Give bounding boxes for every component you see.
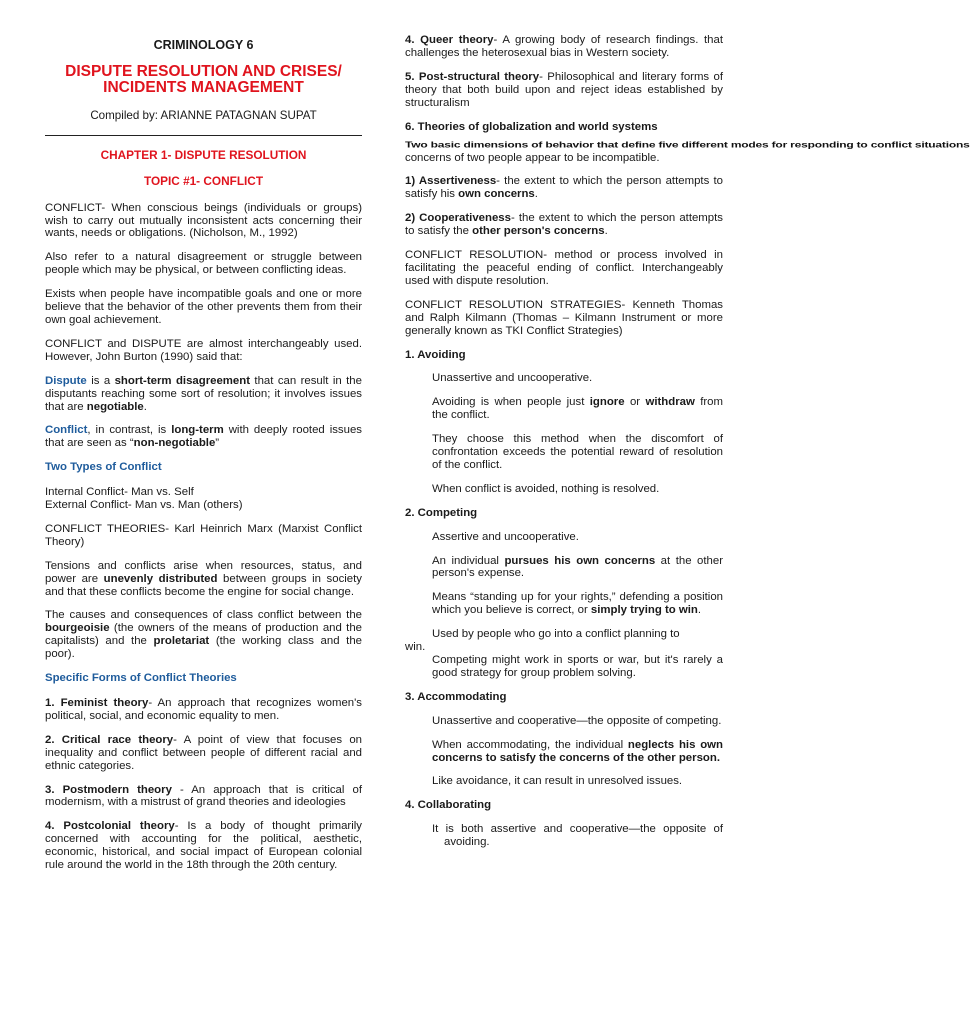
text-run: - the extent to which the person attempts to satisfy his <box>405 175 723 201</box>
burton-intro: CONFLICT and DISPUTE are almost interchangeably used. However, John Burton (1990) said that: <box>45 337 362 363</box>
bold-run: proletariat <box>153 635 210 648</box>
accommodating-p2 <box>432 739 723 765</box>
header-divider <box>45 135 362 136</box>
collaborating-heading: 4. Collaborating <box>405 799 492 812</box>
conflict-contrast-paragraph <box>45 424 362 450</box>
incompatible-concerns-line: concerns of two people appear to be incompatible. <box>405 152 660 165</box>
text-run: at the other person's expense. <box>432 554 723 580</box>
specific-forms-heading: Specific Forms of Conflict Theories <box>45 672 237 685</box>
dispute-paragraph <box>45 375 362 414</box>
theory-text: - Philosophical and literary forms of theory that both build upon and reject ideas established by structuralism <box>405 70 724 109</box>
text-run: or <box>624 396 646 409</box>
accommodating-heading: 3. Accommodating <box>405 690 507 703</box>
overlapped-text-block <box>405 140 970 167</box>
theory-title: 5. Post-structural theory <box>405 70 540 83</box>
assertiveness-item <box>405 175 723 201</box>
avoiding-p3: They choose this method when the discomfort of confrontation exceeds the potential reward of resolution of the conflict. <box>432 433 723 471</box>
text-run: When accommodating, the individual <box>432 738 628 751</box>
conflict-exists: Exists when people have incompatible goals and one or more believe that the behavior of the other prevents them from their own goal achievement. <box>45 288 362 326</box>
text-run: (the working class and the poor). <box>45 635 362 661</box>
course-code: CRIMINOLOGY 6 <box>153 38 254 52</box>
compiled-by: Compiled by: ARIANNE PATAGNAN SUPAT <box>90 108 317 122</box>
resolution-strategies: CONFLICT RESOLUTION STRATEGIES- Kenneth Thomas and Ralph Kilmann (Thomas – Kilmann Instrument or more generally known as TKI Conflict Strategies) <box>405 298 723 337</box>
competing-p1: Assertive and uncooperative. <box>432 530 579 543</box>
text-run: , in contrast, is <box>87 424 172 437</box>
theory-text: - An approach that is critical of modernism, with a mistrust of grand theories and ideologies <box>45 783 362 809</box>
text-run: An individual <box>432 554 505 567</box>
dispute-term: Dispute <box>45 374 87 387</box>
theory-item <box>405 34 723 60</box>
text-run: . <box>534 188 538 201</box>
text-run: Avoiding is when people just <box>432 396 590 409</box>
text-run: Tensions and conflicts arise when resources, status, and power are <box>45 559 362 585</box>
conflict-definition: CONFLICT- When conscious beings (individuals or groups) wish to carry out mutually inconsistent acts concerning their wants, needs or obligations. (Nicholson, M., 1992) <box>45 201 362 240</box>
text-run: ” <box>215 437 220 450</box>
internal-conflict: Internal Conflict- Man vs. Self <box>45 486 194 499</box>
text-run: Used by people who go into a conflict planning to <box>432 628 680 641</box>
text-run: with deeply rooted issues that are seen as “ <box>45 424 362 450</box>
two-types-heading: Two Types of Conflict <box>45 461 162 474</box>
theory-title: 4. Postcolonial theory <box>45 820 175 833</box>
right-column <box>405 34 970 860</box>
theory-item <box>45 784 362 810</box>
title-line-2: INCIDENTS MANAGEMENT <box>103 78 304 96</box>
accommodating-p1: Unassertive and cooperative—the opposite of competing. <box>432 714 722 727</box>
avoiding-heading: 1. Avoiding <box>405 348 466 361</box>
avoiding-p1: Unassertive and uncooperative. <box>432 372 593 385</box>
theory-title: 4. Queer theory <box>405 34 494 46</box>
theory-title: 2. Critical race theory <box>45 733 174 746</box>
text-run: . <box>697 604 702 617</box>
text-run: . <box>143 400 147 413</box>
text-run: between groups in society and that these conflicts become the engine for social change. <box>45 572 362 598</box>
competing-p3 <box>432 591 723 617</box>
avoiding-p4: When conflict is avoided, nothing is resolved. <box>432 482 660 495</box>
conflict-term: Conflict <box>45 424 88 437</box>
tensions-paragraph <box>45 560 362 599</box>
text-run: win. <box>405 641 426 654</box>
garbled-line: Two basic dimensions of behavior that define five different modes for responding to conflict situations <box>405 140 970 150</box>
bold-run: short-term disagreement <box>114 374 251 387</box>
text-run: - the extent to which the person attempts to satisfy the <box>405 212 723 238</box>
bold-run: long-term <box>171 424 224 437</box>
theory-item <box>405 71 723 110</box>
collaborating-p1: It is both assertive and cooperative—the opposite of avoiding. <box>432 823 723 849</box>
bold-run: ignore <box>589 396 625 409</box>
text-run: is a <box>86 374 115 387</box>
bold-run: pursues his own concerns <box>504 554 656 567</box>
text-run: The causes and consequences of class conflict between the <box>45 609 362 622</box>
title-line-1: DISPUTE RESOLUTION AND CRISES/ <box>65 62 342 80</box>
text-run: (the owners of the means of production and the capitalists) and the <box>45 622 362 648</box>
competing-p2 <box>432 555 723 581</box>
bold-run: withdraw <box>645 396 695 409</box>
text-run: from the conflict. <box>432 396 724 422</box>
cooperativeness-item <box>405 212 723 238</box>
bold-run: other person's concerns <box>472 225 605 238</box>
theory-item <box>45 820 362 872</box>
external-conflict: External Conflict- Man vs. Man (others) <box>45 499 243 512</box>
bold-run: simply trying to win <box>590 604 698 617</box>
competing-heading: 2. Competing <box>405 506 478 519</box>
dimension-title: 1) Assertiveness <box>405 175 497 188</box>
topic-heading: TOPIC #1- CONFLICT <box>143 173 264 188</box>
bold-run: negotiable <box>86 400 144 413</box>
document-title <box>45 64 362 96</box>
theory-text: - Is a body of thought primarily concerned with accounting for the political, aesthetic, economic, historical, and social impact of European colonial rule around the world in the 18th through the 20th century. <box>45 820 362 872</box>
conflict-theories: CONFLICT THEORIES- Karl Heinrich Marx (Marxist Conflict Theory) <box>45 522 362 548</box>
theory-title: 3. Postmodern theory <box>45 783 172 796</box>
theory-item <box>45 697 362 723</box>
conflict-resolution-def: CONFLICT RESOLUTION- method or process involved in facilitating the peaceful ending of conflict. Interchangeably used with dispute resolution. <box>405 249 723 287</box>
left-column <box>45 34 362 883</box>
theory-title: 1. Feminist theory <box>45 697 149 709</box>
theory-6-heading: 6. Theories of globalization and world systems <box>405 120 658 133</box>
bold-run: bourgeoisie <box>45 622 110 635</box>
competing-p4 <box>405 628 723 654</box>
chapter-heading: CHAPTER 1- DISPUTE RESOLUTION <box>100 147 307 162</box>
theory-text: - A growing body of research findings. that challenges the heterosexual bias in Western society. <box>405 34 724 59</box>
accommodating-p3: Like avoidance, it can result in unresolved issues. <box>432 775 683 788</box>
bold-run: own concerns <box>458 188 535 201</box>
conflict-also: Also refer to a natural disagreement or struggle between people which may be physical, or between conflicting ideas. <box>45 251 362 277</box>
bold-run: unevenly distributed <box>103 572 218 585</box>
text-run: . <box>604 225 608 238</box>
bold-run: neglects his own concerns to satisfy the concerns of the other person. <box>432 738 723 764</box>
text-run: that can result in the disputants reaching some sort of resolution; it involves issues that are <box>45 374 362 413</box>
causes-paragraph <box>45 609 362 661</box>
theory-text: - An approach that recognizes women's political, social, and economic equality to men. <box>45 697 362 722</box>
dimension-title: 2) Cooperativeness <box>405 212 511 225</box>
avoiding-p2 <box>432 396 723 422</box>
text-run: Means “standing up for your rights,” defending a position which you believe is correct, or <box>432 591 723 617</box>
theory-item <box>45 734 362 773</box>
bold-run: non-negotiable <box>133 437 216 450</box>
theory-text: - A point of view that focuses on inequality and conflict between people of different racial and ethnic categories. <box>45 733 362 772</box>
competing-p5: Competing might work in sports or war, but it's rarely a good strategy for group problem solving. <box>432 654 723 679</box>
